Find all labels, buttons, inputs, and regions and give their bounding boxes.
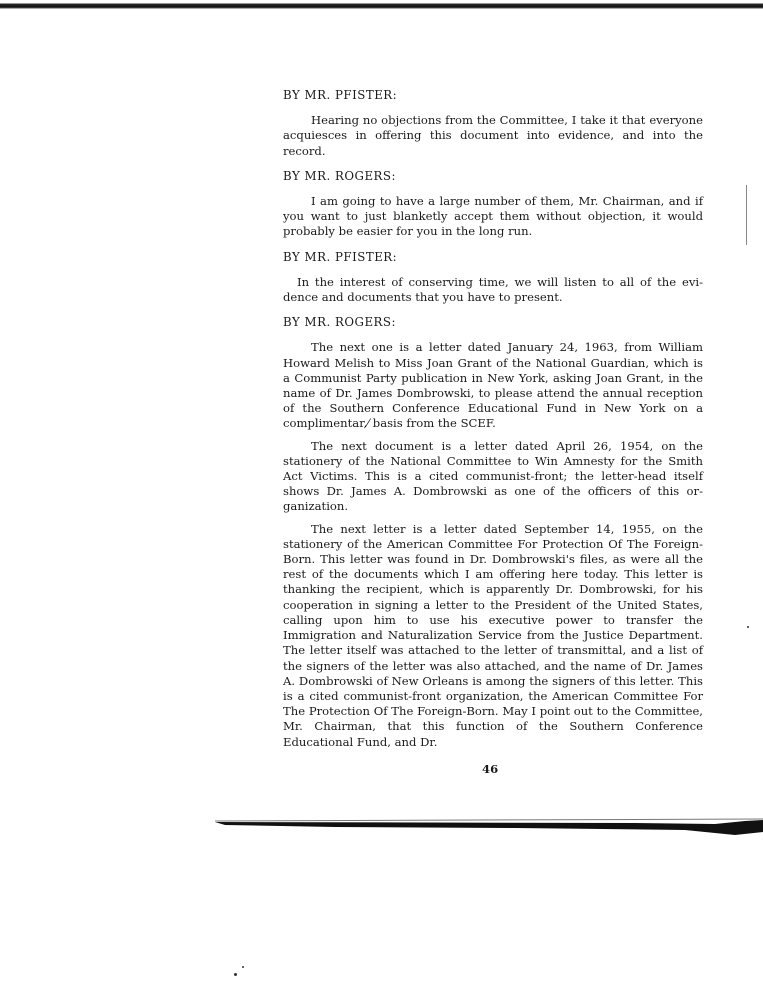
speaker-heading: BY MR. ROGERS: <box>283 315 396 330</box>
exchange-block <box>283 169 703 240</box>
page-number: 46 <box>482 762 499 776</box>
paragraph: In the interest of conserving time, we will listen to all of the evidence and documents that you have to present. <box>283 274 703 305</box>
paragraph: The next one is a letter dated January 24, 1963, from William Howard Melish to Miss Joan Grant of the National Guardian, which is a Communist Party publication in New York, asking Joan Grant, in the name of Dr. James Dombrowski, to please attend the annual reception of the Southern Conference Educational Fund in New York on a complimentar,⁄ basis from the SCEF. <box>283 340 703 431</box>
exchange-block <box>283 315 703 749</box>
bottom-scan-edge <box>215 818 763 836</box>
paragraph: Hearing no objections from the Committee, I take it that everyone acquiesces in offering this document into evidence, and into the record. <box>283 113 703 158</box>
paragraph: The next document is a letter dated April 26, 1954, on the stationery of the National Committee to Win Amnesty for the Smith Act Victims. This is a cited communist-front; the letter-head itself shows Dr. James A. Dombrowski as one of the officers of this organization. <box>283 438 703 514</box>
scan-speck <box>234 973 237 976</box>
speaker-heading: BY MR. ROGERS: <box>283 168 396 183</box>
paragraph: I am going to have a large number of them, Mr. Chairman, and if you want to just blanketly accept them without objection, it would probably be easier for you in the long run. <box>283 194 703 239</box>
speaker-heading: BY MR. PFISTER: <box>283 249 398 264</box>
exchange-block <box>283 88 703 159</box>
scan-speck <box>747 626 749 628</box>
transcript-page <box>283 88 703 760</box>
exchange-block <box>283 250 703 306</box>
scan-speck <box>242 966 244 968</box>
top-scan-edge <box>0 0 763 9</box>
speaker-heading: BY MR. PFISTER: <box>283 88 398 102</box>
margin-mark <box>746 185 747 245</box>
paragraph: The next letter is a letter dated September 14, 1955, on the stationery of the American Committee For Protection Of The Foreign-Born. This letter was found in Dr. Dombrowski's files, as were all the rest of the documents which I am offering here today. This letter is thanking the recipient, which is apparently Dr. Dombrowski, for his cooperation in signing a letter to the President of the United States, calling upon him to use his executive power to transfer the Immigration and Naturalization Service from the Justice Department. The letter itself was attached to the letter of transmittal, and a list of the signers of the letter was also attached, and the name of Dr. James A. Dombrowski of New Orleans is among the signers of this letter. This is a cited communist-front organization, the American Committee For The Protection Of The Foreign-Born. May I point out to the Committee, Mr. Chairman, that this function of the Southern Conference Educational Fund, and Dr. <box>283 521 703 749</box>
